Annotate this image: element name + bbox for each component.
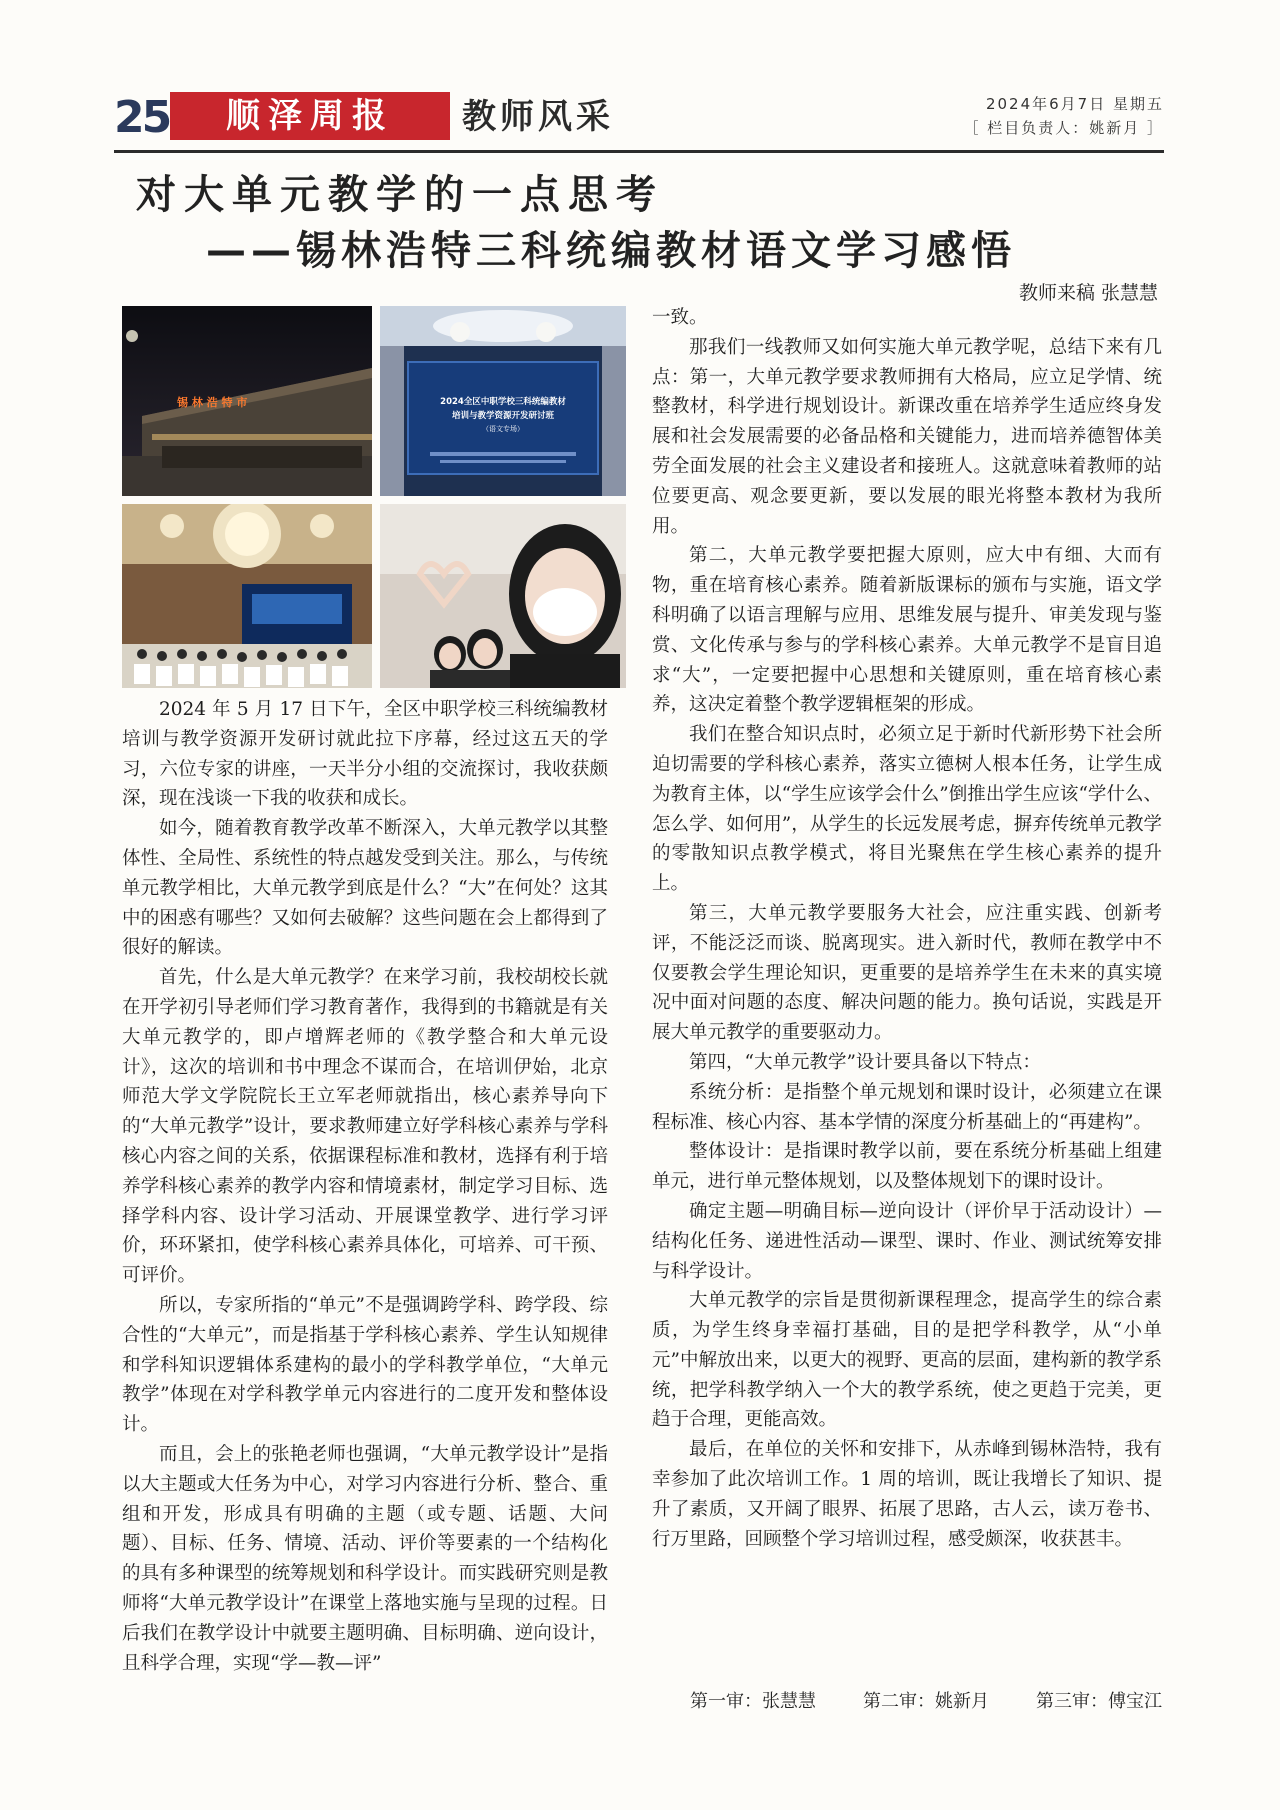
photo-selfie	[380, 504, 626, 688]
second-reviewer: 第二审：姚新月	[863, 1691, 989, 1712]
building-sign: 锡 林 浩 特 市	[177, 396, 248, 409]
third-reviewer: 第三审：傅宝江	[1036, 1691, 1162, 1712]
article-byline: 教师来稿 张慧慧	[1018, 282, 1158, 304]
column-name: 教师风采	[462, 97, 614, 137]
photo-conference-hall	[122, 504, 372, 688]
paragraph: 确定主题—明确目标—逆向设计（评价早于活动设计）—结构化任务、递进性活动—课型、课时、作业、测试统筹安排与科学设计。	[652, 1200, 1162, 1282]
paragraph: 系统分析：是指整个单元规划和课时设计，必须建立在课程标准、核心内容、基本学情的深度分析基础上的“再建构”。	[652, 1081, 1162, 1133]
paragraph: 最后，在单位的关怀和安排下，从赤峰到锡林浩特，我有幸参加了此次培训工作。1 周的培训，既让我增长了知识、提升了素质，又开阔了眼界、拓展了思路，古人云，读万卷书、行万里路，回顾整个学习培训过程，感受颇深，收获甚丰。	[652, 1439, 1162, 1550]
paragraph: 那我们一线教师又如何实施大单元教学呢，总结下来有几点：第一，大单元教学要求教师拥有大格局，应立足学情、统整教材，科学进行规划设计。新课改重在培养学生适应终身发展和社会发展需要的必备品格和关键能力，进而培养德智体美劳全面发展的社会主义建设者和接班人。这就意味着教师的站位要更高、观念要更新，要以发展的眼光将整本教材为我所用。	[652, 336, 1162, 537]
paragraph-continuation: 一致。	[652, 307, 708, 328]
paragraph: 第三，大单元教学要服务大社会，应注重实践、创新考评，不能泛泛而谈、脱离现实。进入新时代，教师在教学中不仅要教会学生理论知识，更重要的是培养学生在未来的真实境况中面对问题的态度、解决问题的能力。换句话说，实践是开展大单元教学的重要驱动力。	[652, 902, 1162, 1044]
masthead	[114, 92, 1164, 148]
article-subtitle: ——锡林浩特三科统编教材语文学习感悟	[206, 228, 1016, 274]
page-number: 25	[114, 92, 170, 143]
article-title: 对大单元教学的一点思考	[136, 172, 664, 218]
paragraph: 我们在整合知识点时，必须立足于新时代新形势下社会所迫切需要的学科核心素养，落实立德树人根本任务，让学生成为教育主体，以“学生应该学会什么”倒推出学生应该“学什么、怎么学、如何用”，从学生的长远发展考虑，摒弃传统单元教学的零散知识点教学模式，将目光聚焦在学生核心素养的提升上。	[652, 724, 1162, 895]
header-rule	[114, 150, 1164, 153]
paragraph: 如今，随着教育教学改革不断深入，大单元教学以其整体性、全局性、系统性的特点越发受到关注。那么，与传统单元教学相比，大单元教学到底是什么？“大”在何处？这其中的困惑有哪些？又如何去破解？这些问题在会上都得到了很好的解读。	[122, 818, 608, 959]
paragraph: 第四，“大单元教学”设计要具备以下特点：	[689, 1051, 1041, 1073]
banner-line-3: （语文专场）	[482, 425, 524, 433]
column-editor: ［ 栏目负责人：姚新月 ］	[963, 119, 1164, 137]
photo-building-night	[122, 306, 372, 496]
first-reviewer: 第一审：张慧慧	[690, 1691, 816, 1712]
paragraph: 所以，专家所指的“单元”不是强调跨学科、跨学段、综合性的“大单元”，而是指基于学科核心素养、学生认知规律和学科知识逻辑体系建构的最小的学科教学单位，“大单元教学”体现在对学科教学单元内容进行的二度开发和整体设计。	[122, 1294, 608, 1436]
issue-date: 2024年6月7日 星期五	[985, 95, 1164, 113]
paragraph: 整体设计：是指课时教学以前，要在系统分析基础上组建单元，进行单元整体规划，以及整体规划下的课时设计。	[652, 1141, 1162, 1193]
paragraph: 首先，什么是大单元教学？在来学习前，我校胡校长就在开学初引导老师们学习教育著作，我得到的书籍就是有关大单元教学的，即卢增辉老师的《教学整合和大单元设计》，这次的培训和书中理念不谋而合，在培训伊始，北京师范大学文学院院长王立军老师就指出，核心素养导向下的“大单元教学”设计，要求教师建立好学科核心素养与学科核心内容之间的关系，依据课程标准和教材，选择有利于培养学科核心素养的教学内容和情境素材，制定学习目标、选择学科内容、设计学习活动、开展课堂教学、进行学习评价，环环紧扣，使学科核心素养具体化，可培养、可干预、可评价。	[122, 967, 608, 1287]
paragraph: 2024 年 5 月 17 日下午，全区中职学校三科统编教材培训与教学资源开发研讨就此拉下序幕，经过这五天的学习，六位专家的讲座，一天半分小组的交流探讨，我收获颇深，现在浅谈一下我的收获和成长。	[122, 699, 608, 810]
article-column-right	[652, 303, 1162, 1554]
paragraph: 而且，会上的张艳老师也强调，“大单元教学设计”是指以大主题或大任务为中心，对学习内容进行分析、整合、重组和开发，形成具有明确的主题（或专题、话题、大问题）、目标、任务、情境、活动、评价等要素的一个结构化的具有多种课型的统筹规划和科学设计。而实践研究则是教师将“大单元教学设计”在课堂上落地实施与呈现的过程。日后我们在教学设计中就要主题明确、目标明确、逆向设计，且科学合理，实现“学—教—评”	[122, 1443, 608, 1674]
paragraph: 大单元教学的宗旨是贯彻新课程理念，提高学生的综合素质，为学生终身幸福打基础，目的是把学科教学，从“小单元”中解放出来，以更大的视野、更高的层面，建构新的教学系统，把学科教学纳入一个大的教学系统，使之更趋于完美，更趋于合理，更能高效。	[652, 1290, 1162, 1431]
article-column-left	[122, 695, 608, 1678]
photo-banner-stage	[380, 306, 626, 496]
paper-logo: 顺泽周报	[170, 92, 450, 140]
reviewers	[690, 1688, 1162, 1716]
paragraph: 第二，大单元教学要把握大原则，应大中有细、大而有物，重在培育核心素养。随着新版课标的颁布与实施，语文学科明确了以语言理解与应用、思维发展与提升、审美发现与鉴赏、文化传承与参与的学科核心素养。大单元教学不是盲目追求“大”，一定要把握中心思想和关键原则，重在培育核心素养，这决定着整个教学逻辑框架的形成。	[652, 545, 1162, 716]
banner-line-1: 2024全区中职学校三科统编教材	[440, 397, 566, 407]
photo-collage	[122, 306, 626, 688]
header-info	[963, 92, 1164, 140]
banner-line-2: 培训与教学资源开发研讨班	[451, 411, 555, 421]
